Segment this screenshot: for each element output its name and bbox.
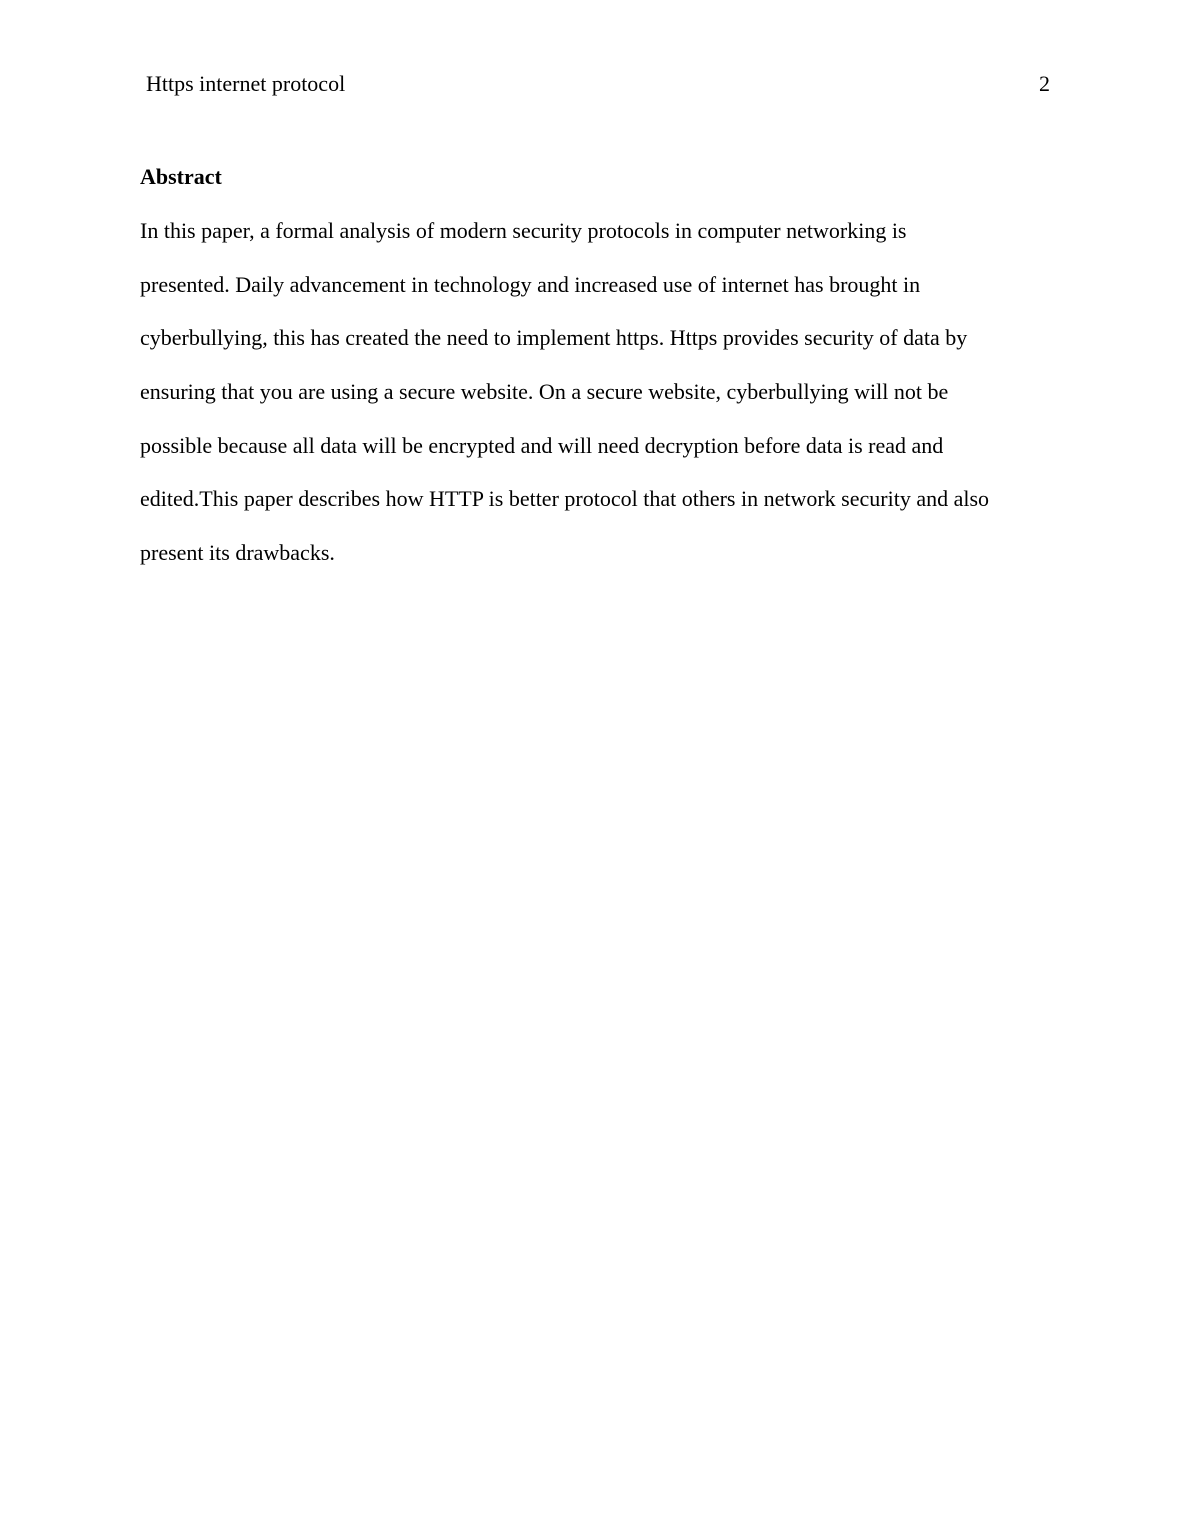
abstract-paragraph [140, 204, 1050, 580]
abstract-line: possible because all data will be encrypted and will need decryption before data is read and [140, 432, 944, 458]
abstract-line: edited.This paper describes how HTTP is better protocol that others in network security and also [140, 486, 990, 512]
abstract-line: present its drawbacks. [140, 540, 335, 566]
abstract-line: presented. Daily advancement in technology and increased use of internet has brought in [140, 271, 921, 297]
page-number: 2 [1039, 71, 1050, 96]
abstract-line: cyberbullying, this has created the need to implement https. Https provides security of data by [140, 325, 968, 351]
abstract-line: ensuring that you are using a secure website. On a secure website, cyberbullying will not be [140, 379, 949, 405]
abstract-line: In this paper, a formal analysis of modern security protocols in computer networking is [140, 218, 907, 243]
abstract-heading: Abstract [140, 164, 222, 189]
running-head: Https internet protocol [146, 71, 346, 96]
